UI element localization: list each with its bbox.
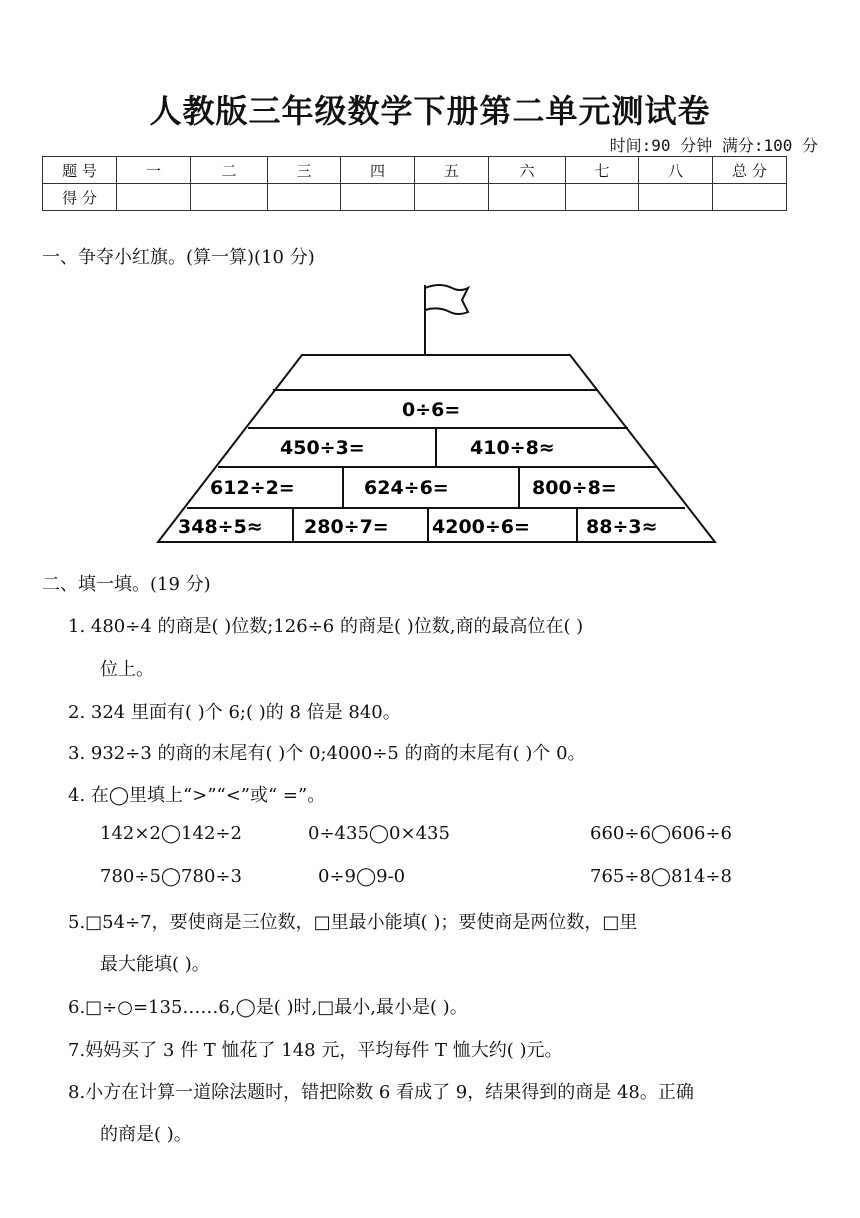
score-entry-cell[interactable] [415,184,489,211]
question-6: 6.□÷○=135……6,◯是( )时,□最小,最小是( )。 [68,997,468,1018]
score-header-cell: 总 分 [713,157,787,184]
exam-meta: 时间:90 分钟 满分:100 分 [609,136,818,155]
problem-text: 0÷6= [402,399,461,421]
problem-text: 4200÷6= [432,516,530,538]
compare-item: 780÷5◯780÷3 [100,866,242,887]
problem-text: 800÷8= [532,477,617,499]
score-entry-cell[interactable] [566,184,639,211]
problem-text: 348÷5≈ [178,516,263,538]
section2-heading: 二、填一填。(19 分) [42,574,211,595]
compare-item: 0÷9◯9-0 [318,866,406,887]
score-header-cell: 八 [639,157,713,184]
score-header-row [43,157,787,184]
problem-text: 88÷3≈ [586,516,658,538]
problem-text: 410÷8≈ [470,437,555,459]
score-entry-cell[interactable] [268,184,341,211]
problem-text: 280÷7= [304,516,389,538]
score-entry-row [43,184,787,211]
compare-item: 0÷435◯0×435 [308,823,450,844]
problem-text: 624÷6= [364,477,449,499]
question-8-cont: 的商是( )。 [100,1124,192,1145]
score-entry-cell[interactable] [191,184,268,211]
score-table [42,156,787,211]
score-row-label: 得 分 [43,184,117,211]
page-title: 人教版三年级数学下册第二单元测试卷 [149,92,711,130]
question-5-cont: 最大能填( )。 [100,954,210,975]
score-header-cell: 四 [341,157,415,184]
question-2: 2. 324 里面有( )个 6;( )的 8 倍是 840。 [68,702,401,723]
flag-icon [425,285,468,314]
score-header-cell: 三 [268,157,341,184]
section1-heading: 一、争夺小红旗。(算一算)(10 分) [42,247,315,268]
score-header-cell: 题 号 [43,157,117,184]
problem-text: 612÷2= [210,477,295,499]
question-3: 3. 932÷3 的商的末尾有( )个 0;4000÷5 的商的末尾有( )个 0。 [68,743,586,764]
compare-item: 142×2◯142÷2 [100,823,242,844]
question-4: 4. 在◯里填上“>”“<”或“ =”。 [68,785,326,806]
score-header-cell: 六 [489,157,566,184]
question-1: 1. 480÷4 的商是( )位数;126÷6 的商是( )位数,商的最高位在( ) [68,616,584,637]
problem-text: 450÷3= [280,437,365,459]
pyramid-diagram [150,280,720,550]
question-5: 5.□54÷7，要使商是三位数，□里最小能填( )；要使商是两位数，□里 [68,912,638,933]
question-7: 7.妈妈买了 3 件 T 恤花了 148 元，平均每件 T 恤大约( )元。 [68,1040,563,1061]
question-8: 8.小方在计算一道除法题时，错把除数 6 看成了 9，结果得到的商是 48。正确 [68,1082,694,1103]
compare-item: 660÷6◯606÷6 [590,823,732,844]
score-header-cell: 五 [415,157,489,184]
score-header-cell: 七 [566,157,639,184]
compare-item: 765÷8◯814÷8 [590,866,732,887]
score-entry-cell[interactable] [639,184,713,211]
score-header-cell: 二 [191,157,268,184]
score-entry-cell[interactable] [341,184,415,211]
flag-pyramid [150,280,720,550]
question-1-cont: 位上。 [100,659,154,680]
score-entry-cell[interactable] [713,184,787,211]
score-entry-cell[interactable] [117,184,191,211]
score-entry-cell[interactable] [489,184,566,211]
score-header-cell: 一 [117,157,191,184]
